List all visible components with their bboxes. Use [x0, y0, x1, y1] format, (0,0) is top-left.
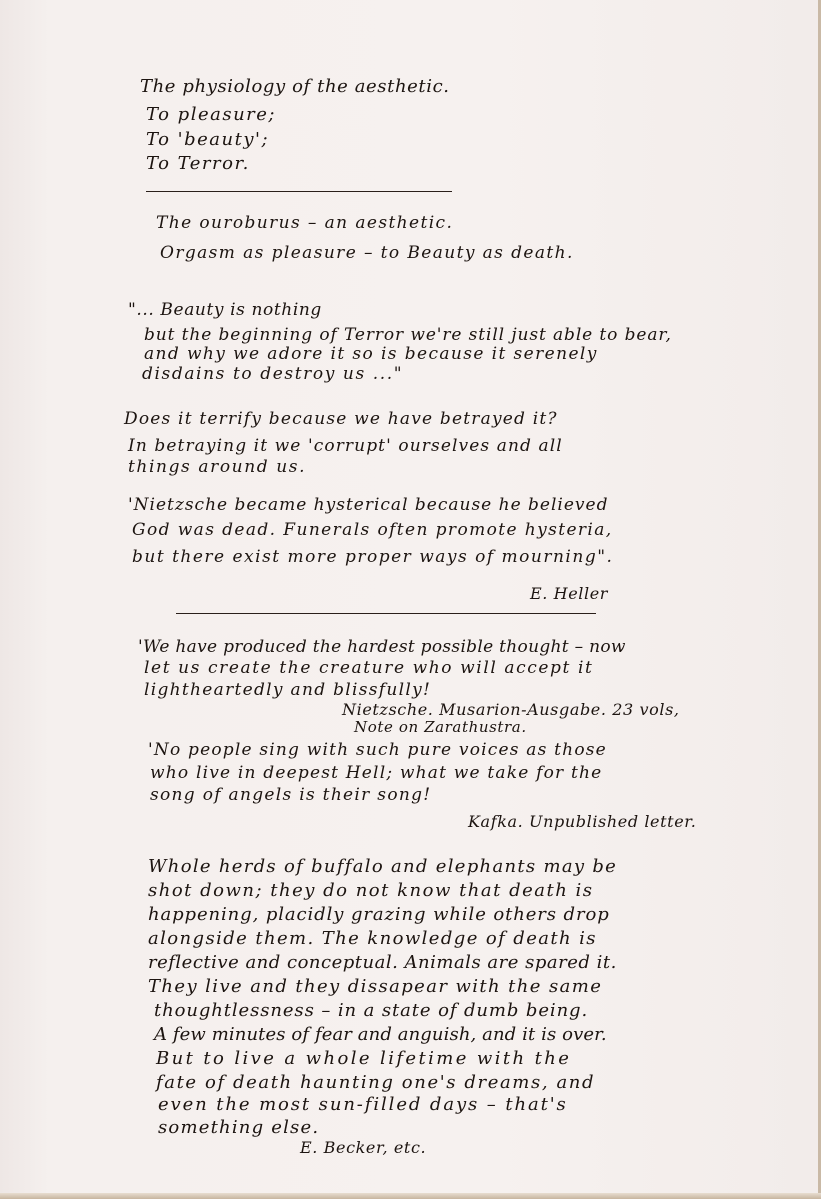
nietzsche-source: Nietzsche. Musarion-Ausgabe. 23 vols,	[342, 700, 680, 719]
becker-quote-line: thoughtlessness – in a state of dumb being.	[154, 1000, 589, 1021]
section-divider	[176, 613, 596, 614]
becker-quote-line: But to live a whole lifetime with the	[156, 1048, 572, 1069]
nietzsche-quote-line: let us create the creature who will accept it	[144, 658, 594, 678]
heading-line: The physiology of the aesthetic.	[140, 76, 450, 97]
becker-quote-line: reflective and conceptual. Animals are spared it.	[148, 952, 617, 973]
heading-line: To 'beauty';	[146, 129, 270, 150]
nietzsche-source: Note on Zarathustra.	[354, 718, 527, 736]
page-bottom-edge	[0, 1193, 821, 1199]
ouroboros-line: The ouroburus – an aesthetic.	[156, 213, 454, 233]
becker-attribution: E. Becker, etc.	[300, 1138, 427, 1157]
nietzsche-quote-line: 'We have produced the hardest possible thought – now	[138, 637, 626, 657]
heller-quote-line: God was dead. Funerals often promote hysteria,	[132, 520, 613, 540]
becker-quote-line: fate of death haunting one's dreams, and	[156, 1072, 596, 1093]
kafka-quote-line: song of angels is their song!	[150, 785, 432, 805]
heading-line: To Terror.	[146, 153, 250, 174]
rilke-quote-line: but the beginning of Terror we're still just able to bear,	[144, 325, 672, 345]
heading-line: To pleasure;	[146, 104, 276, 125]
question-line: In betraying it we 'corrupt' ourselves and all	[128, 436, 563, 456]
becker-quote-line: happening, placidly grazing while others drop	[148, 904, 610, 925]
becker-quote-line: even the most sun-filled days – that's	[158, 1094, 568, 1115]
becker-quote-line: something else.	[158, 1117, 320, 1138]
heller-quote-line: but there exist more proper ways of mourning".	[132, 547, 614, 567]
kafka-quote-line: 'No people sing with such pure voices as those	[148, 740, 607, 760]
kafka-quote-line: who live in deepest Hell; what we take for the	[150, 763, 603, 783]
rilke-quote-line: and why we adore it so is because it serenely	[144, 344, 598, 364]
section-divider	[146, 191, 452, 192]
heller-quote-line: 'Nietzsche became hysterical because he believed	[128, 495, 609, 515]
rilke-quote-line: "... Beauty is nothing	[128, 300, 322, 320]
becker-quote-line: A few minutes of fear and anguish, and it is over.	[154, 1024, 607, 1045]
heller-attribution: E. Heller	[530, 584, 609, 603]
question-line: Does it terrify because we have betrayed it?	[124, 409, 558, 429]
becker-quote-line: alongside them. The knowledge of death is	[148, 928, 597, 949]
becker-quote-line: shot down; they do not know that death is	[148, 880, 594, 901]
becker-quote-line: They live and they dissapear with the same	[148, 976, 603, 997]
kafka-attribution: Kafka. Unpublished letter.	[468, 812, 697, 831]
ouroboros-line: Orgasm as pleasure – to Beauty as death.	[160, 243, 574, 263]
becker-quote-line: Whole herds of buffalo and elephants may be	[148, 856, 618, 877]
question-line: things around us.	[128, 457, 307, 477]
nietzsche-quote-line: lightheartedly and blissfully!	[144, 680, 432, 700]
rilke-quote-line: disdains to destroy us ..."	[142, 364, 404, 384]
